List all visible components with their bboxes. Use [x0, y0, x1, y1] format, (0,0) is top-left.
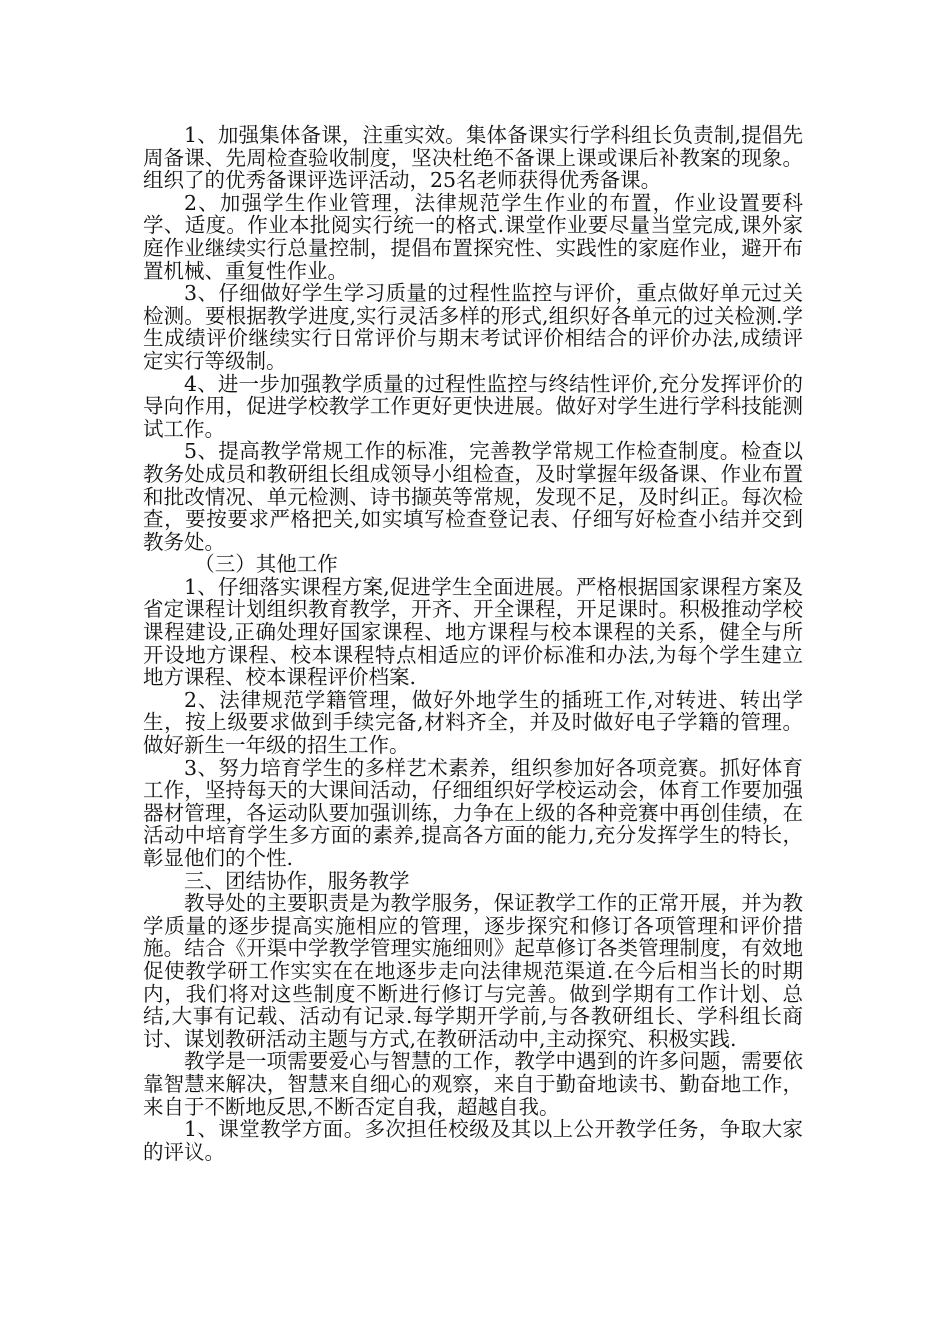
paragraph-routine-inspection: 5、提高教学常规工作的标准，完善教学常规工作检查制度。检查以教务处成员和教研组长组成领导小组检查，及时掌握年级备课、作业布置和批改情况、单元检测、诗书撷英等常规，发现不足，及时纠正。每次检查，要按要求严格把关,如实填写检查登记表、仔细写好检查小结并交到教务处。 [143, 439, 803, 554]
paragraph-enrollment-management: 2、法律规范学籍管理，做好外地学生的插班工作,对转进、转出学生，按上级要求做到手续完备,材料齐全，并及时做好电子学籍的管理。做好新生一年级的招生工作。 [143, 687, 803, 758]
paragraph-teaching-office-duties: 教导处的主要职责是为教学服务，保证教学工作的正常开展，并为教学质量的逐步提高实施相应的管理，逐步探究和修订各项管理和评价措施。结合《开渠中学教学管理实施细则》起草修订各类管理制度，有效地促使教学研工作实实在在地逐步走向法律规范渠道.在今后相当长的时期内，我们将对这些制度不断进行修订与完善。做到学期有工作计划、总结,大事有记载、活动有记录.每学期开学前,与各教研组长、学科组长商讨、谋划教研活动主题与方式,在教研活动中,主动探究、积极实践. [143, 891, 803, 1051]
paragraph-arts-sports: 3、努力培育学生的多样艺术素养，组织参加好各项竞赛。抓好体育工作，坚持每天的大课间活动，仔细组织好学校运动会，体育工作要加强器材管理，各运动队要加强训练，力争在上级的各种竞赛中再创佳绩，在活动中培育学生多方面的素养,提高各方面的能力,充分发挥学生的特长，彰显他们的个性. [143, 755, 803, 870]
paragraph-homework-management: 2、加强学生作业管理，法律规范学生作业的布置，作业设置要科学、适度。作业本批阅实行统一的格式.课堂作业要尽量当堂完成,课外家庭作业继续实行总量控制，提倡布置探究性、实践性的家庭作业，避开布置机械、重复性作业。 [143, 190, 803, 283]
paragraph-summative-evaluation: 4、进一步加强教学质量的过程性监控与终结性评价,充分发挥评价的导向作用，促进学校教学工作更好更快进展。做好对学生进行学科技能测试工作。 [143, 371, 803, 441]
section-heading-other-work: （三）其他工作 [194, 552, 338, 577]
paragraph-quality-monitoring: 3、仔细做好学生学习质量的过程性监控与评价，重点做好单元过关检测。要根据教学进度,实行灵活多样的形式,组织好各单元的过关检测.学生成绩评价继续实行日常评价与期末考试评价相结合的评价办法,成绩评定实行等级制。 [143, 281, 803, 373]
paragraph-collective-lesson-prep: 1、加强集体备课，注重实效。集体备课实行学科组长负责制,提倡先周备课、先周检查验收制度，坚决杜绝不备课上课或课后补教案的现象。组织了的优秀备课评选评活动，25名老师获得优秀备课。 [143, 123, 803, 193]
section-heading-teamwork: 三、团结协作，服务教学 [184, 868, 410, 893]
paragraph-teaching-wisdom: 教学是一项需要爱心与智慧的工作，教学中遇到的许多问题，需要依靠智慧来解决，智慧来自细心的观察，来自于勤奋地读书、勤奋地工作，来自于不断地反思,不断否定自我，超越自我。 [143, 1049, 803, 1119]
paragraph-curriculum-plan: 1、仔细落实课程方案,促进学生全面进展。严格根据国家课程方案及省定课程计划组织教育教学，开齐、开全课程，开足课时。积极推动学校课程建设,正确处理好国家课程、地方课程与校本课程的关系，健全与所开设地方课程、校本课程特点相适应的评价标准和办法,为每个学生建立地方课程、校本课程评价档案. [143, 574, 803, 690]
paragraph-classroom-teaching: 1、课堂教学方面。多次担任校级及其以上公开教学任务，争取大家的评议。 [143, 1117, 803, 1164]
document-body [143, 124, 803, 1163]
